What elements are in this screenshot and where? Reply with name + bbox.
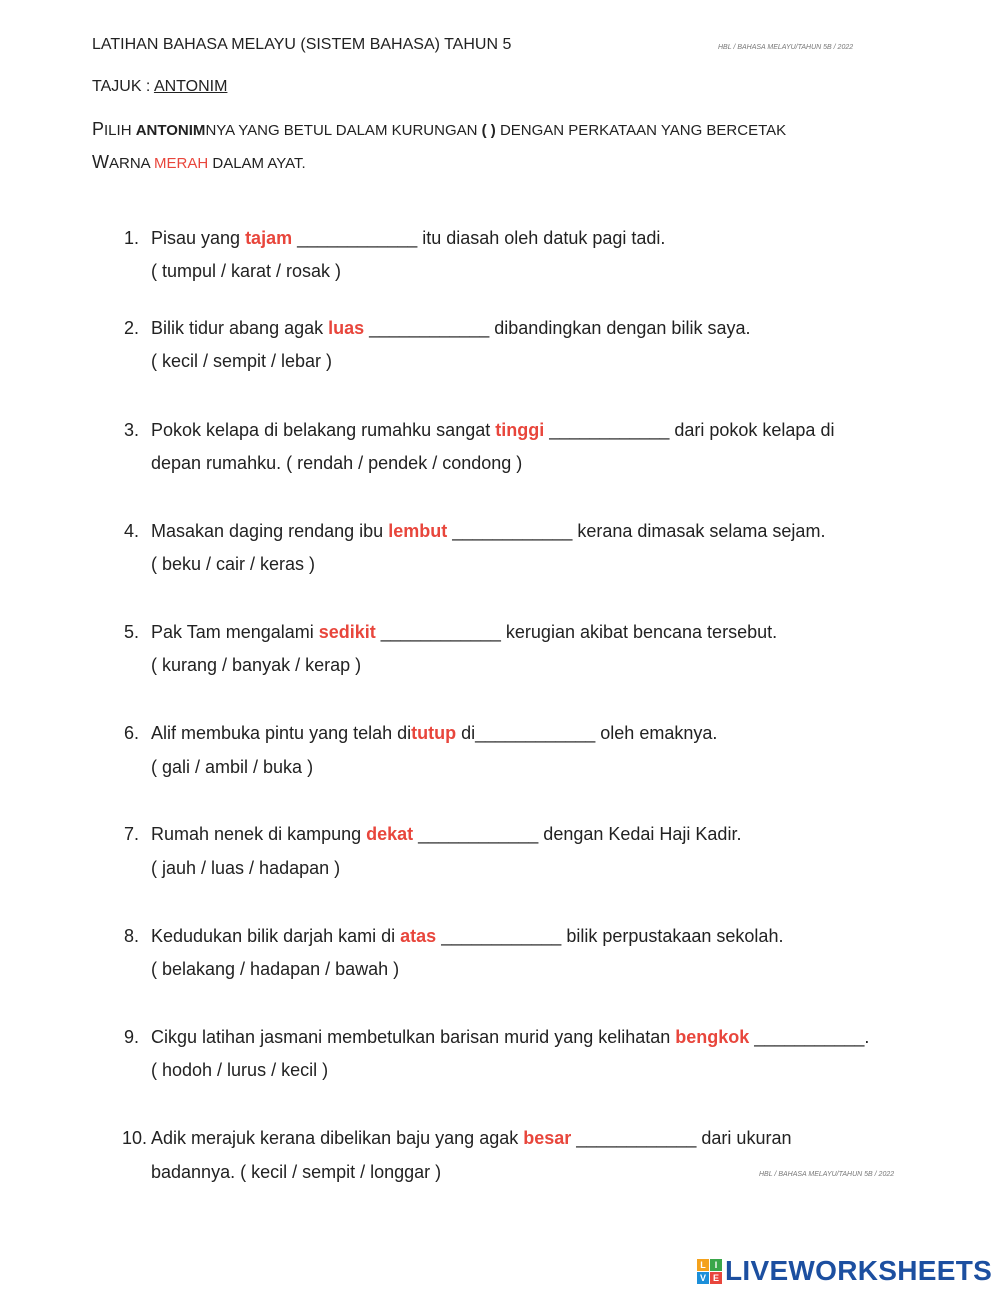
logo-tile: V (697, 1272, 709, 1284)
instruction-keyword: ANTONIM (135, 122, 206, 139)
question-options: ( jauh / luas / hadapan ) (151, 858, 341, 878)
worksheet-title: LATIHAN BAHASA MELAYU (SISTEM BAHASA) TAHUN 5 (92, 36, 512, 53)
target-word: sedikit (318, 622, 376, 642)
topic-line (92, 78, 227, 96)
question-options: ( kurang / banyak / kerap ) (151, 655, 362, 675)
target-word: dekat (366, 824, 414, 844)
question-number: 4. (123, 521, 139, 541)
target-word: bengkok (675, 1027, 750, 1047)
target-word: lembut (388, 521, 448, 541)
question-number: 3. (123, 420, 139, 440)
question-options: ( tumpul / karat / rosak ) (151, 261, 342, 281)
header-code: HBL / BAHASA MELAYU/TAHUN 5B / 2022 (718, 44, 854, 51)
question-options: depan rumahku. ( rendah / pendek / condong ) (151, 453, 523, 473)
question-options: badannya. ( kecil / sempit / longgar ) (151, 1162, 442, 1182)
question-number: 2. (123, 318, 139, 338)
target-word: atas (400, 926, 437, 946)
instruction-line-2: WARNA MERAH DALAM AYAT. (92, 152, 306, 172)
target-word: tinggi (495, 420, 545, 440)
target-word: tajam (245, 228, 293, 248)
question-sentence: Pak Tam mengalami sedikit ____________ kerugian akibat bencana tersebut. (151, 622, 778, 642)
question-options: ( hodoh / lurus / kecil ) (151, 1060, 329, 1080)
logo-tile: L (697, 1259, 709, 1271)
question-number: 10. (121, 1128, 147, 1148)
target-word: tutup (411, 723, 457, 743)
question-sentence: Pokok kelapa di belakang rumahku sangat tinggi ____________ dari pokok kelapa di (151, 420, 835, 440)
topic-label: TAJUK : (92, 78, 154, 95)
question-sentence: Pisau yang tajam ____________ itu diasah oleh datuk pagi tadi. (151, 228, 666, 248)
question-sentence: Cikgu latihan jasmani membetulkan barisan murid yang kelihatan bengkok ___________. (151, 1027, 870, 1047)
question-options: ( gali / ambil / buka ) (151, 757, 314, 777)
question-options: ( kecil / sempit / lebar ) (151, 351, 333, 371)
question-number: 7. (123, 824, 139, 844)
question-number: 1. (123, 228, 139, 248)
instruction-red-word: MERAH (154, 155, 209, 172)
question-sentence: Bilik tidur abang agak luas ____________ dibandingkan dengan bilik saya. (151, 318, 751, 338)
question-number: 8. (123, 926, 139, 946)
question-sentence: Rumah nenek di kampung dekat ____________ dengan Kedai Haji Kadir. (151, 824, 742, 844)
logo-grid-icon (697, 1259, 722, 1284)
target-word: besar (523, 1128, 572, 1148)
question-sentence: Kedudukan bilik darjah kami di atas ____________ bilik perpustakaan sekolah. (151, 926, 784, 946)
logo-tile: I (710, 1259, 722, 1271)
question-number: 9. (123, 1027, 139, 1047)
logo-text: LIVEWORKSHEETS (725, 1255, 993, 1286)
question-sentence: Alif membuka pintu yang telah ditutup di____________ oleh emaknya. (151, 723, 718, 743)
question-number: 5. (123, 622, 139, 642)
question-number: 6. (123, 723, 139, 743)
footer-code: HBL / BAHASA MELAYU/TAHUN 5B / 2022 (759, 1171, 895, 1178)
question-sentence: Masakan daging rendang ibu lembut ____________ kerana dimasak selama sejam. (151, 521, 826, 541)
question-sentence: Adik merajuk kerana dibelikan baju yang agak besar ____________ dari ukuran (151, 1128, 792, 1148)
target-word: luas (328, 318, 365, 338)
topic-value: ANTONIM (153, 78, 228, 95)
question-options: ( belakang / hadapan / bawah ) (151, 959, 400, 979)
instruction-line-1: PILIH ANTONIMNYA YANG BETUL DALAM KURUNGAN ( ) DENGAN PERKATAAN YANG BERCETAK (92, 119, 787, 139)
logo-tile: E (710, 1272, 722, 1284)
liveworksheets-logo[interactable] (697, 1255, 992, 1287)
question-options: ( beku / cair / keras ) (151, 554, 316, 574)
